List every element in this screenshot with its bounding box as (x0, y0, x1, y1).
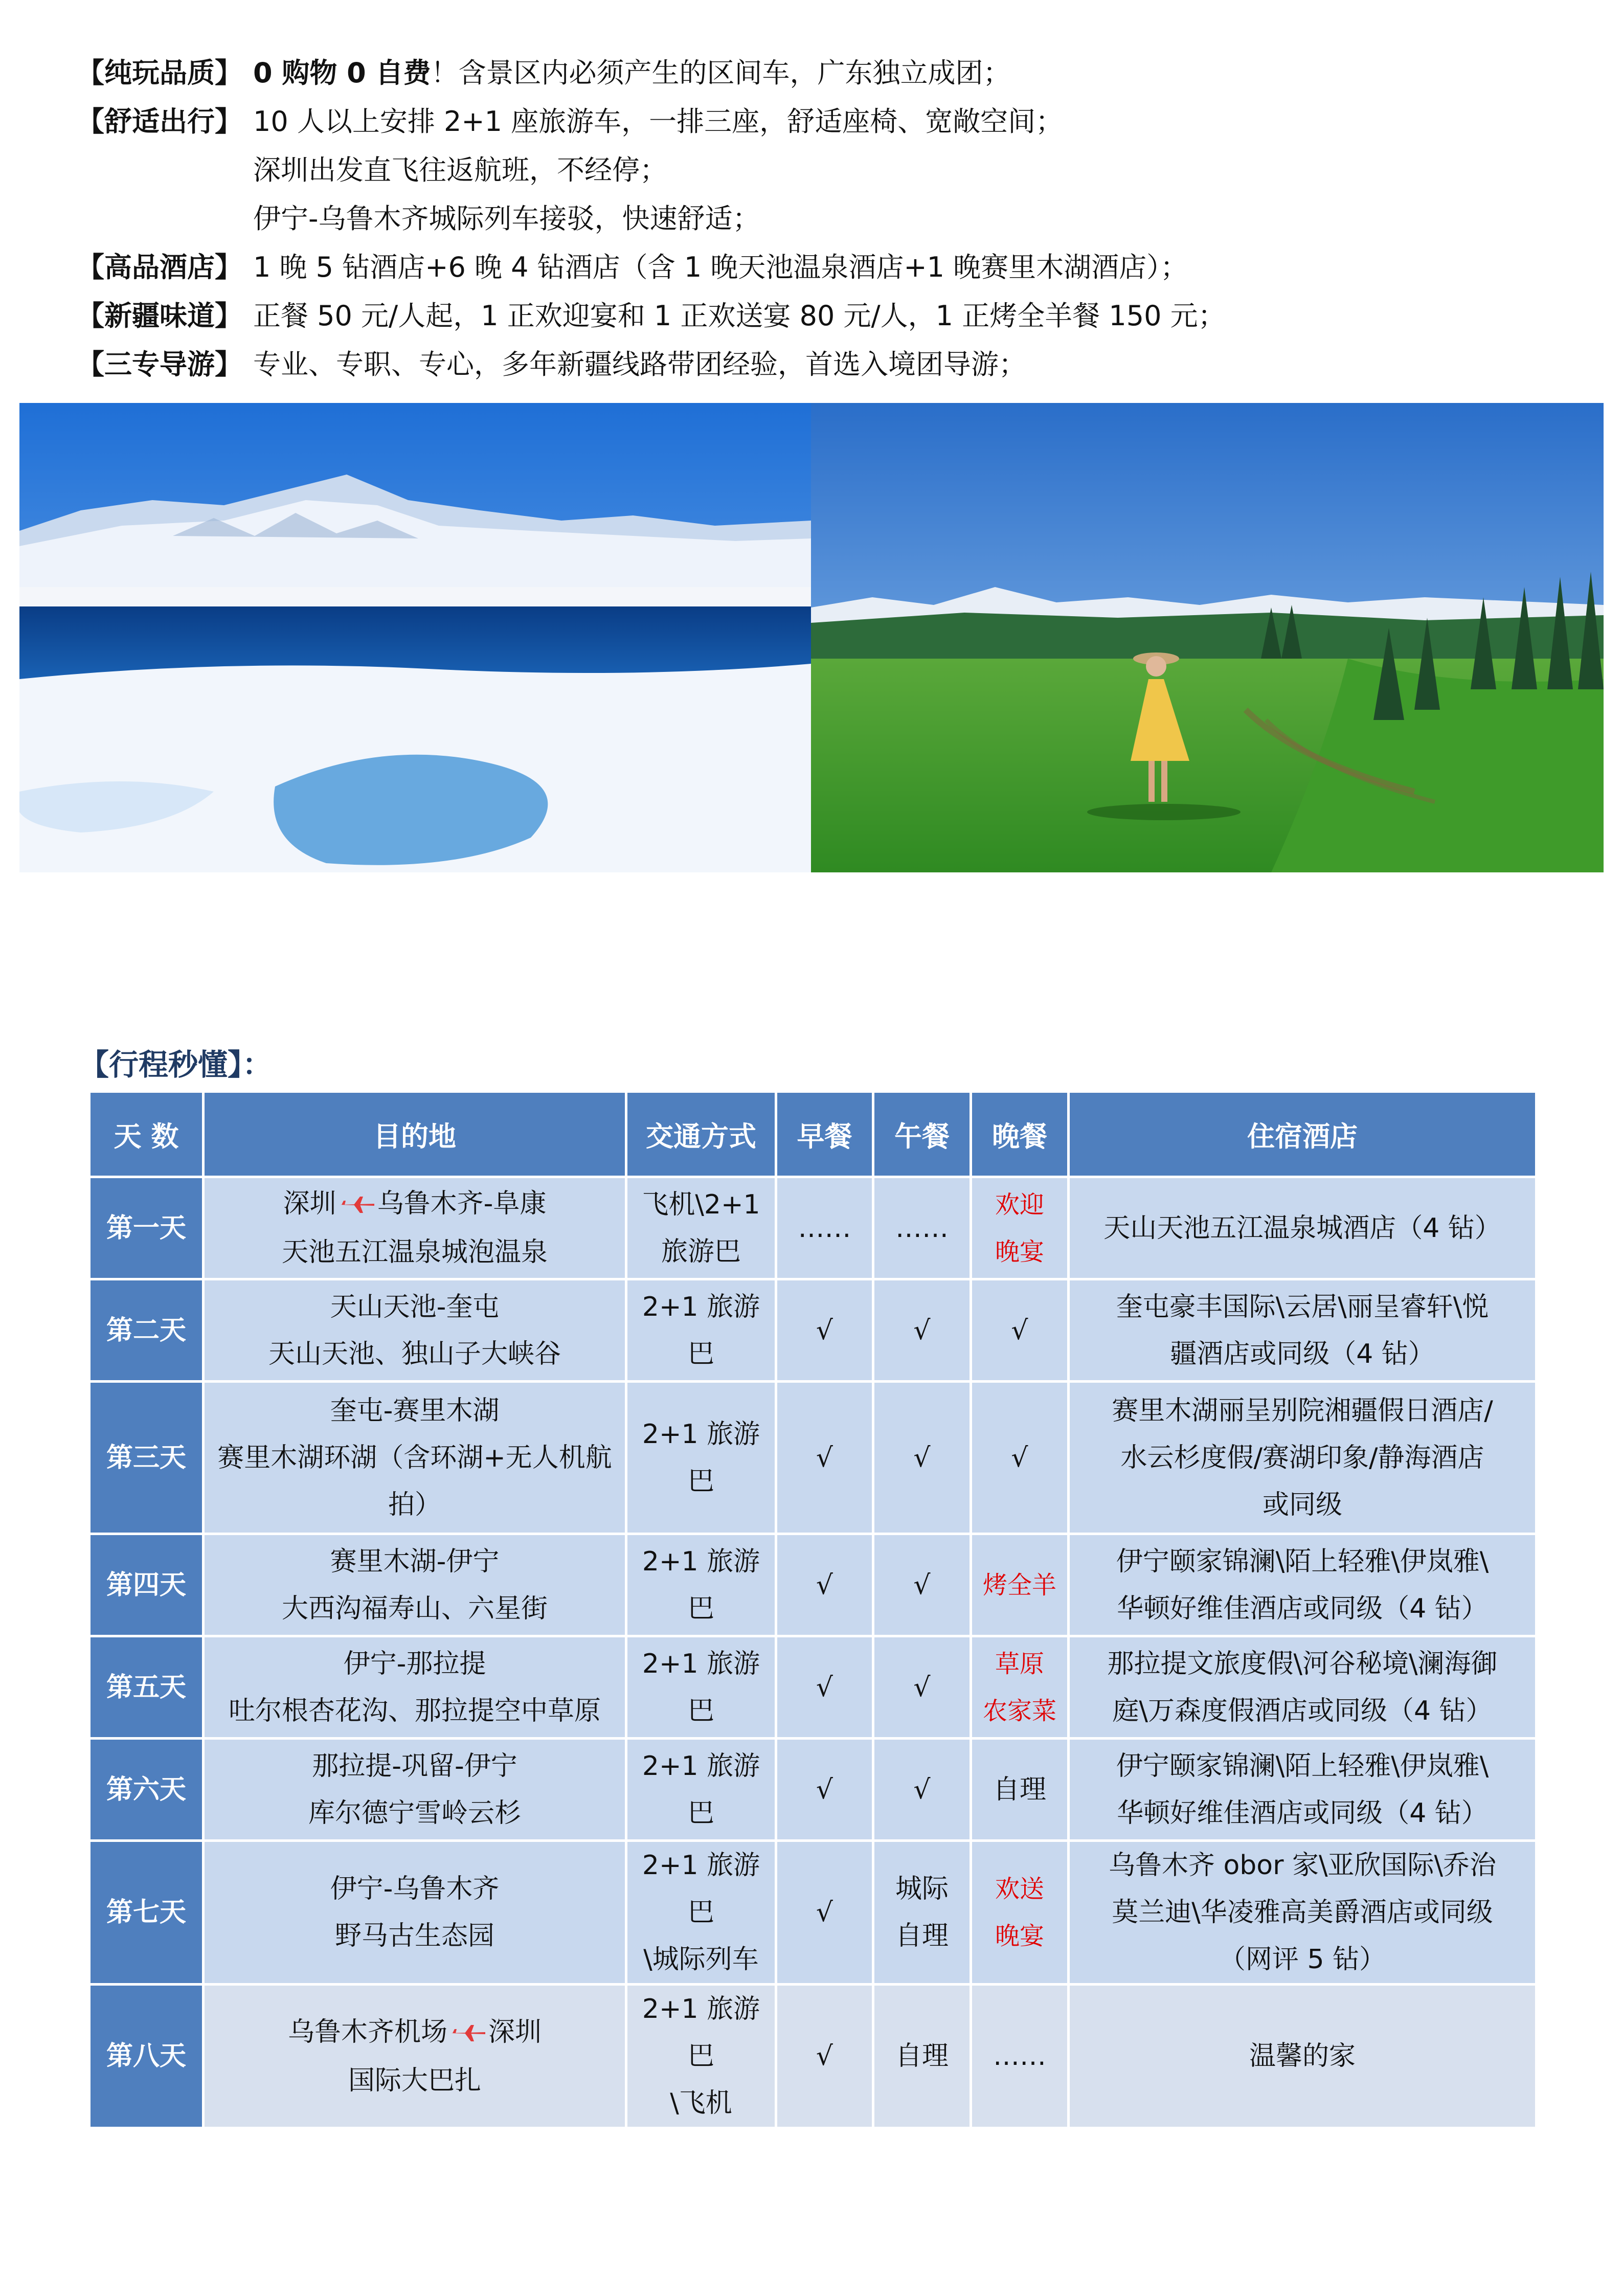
lunch-line: √ (913, 1442, 931, 1473)
hotel-line: 庭\万森度假酒店或同级（4 钻） (1112, 1695, 1493, 1726)
route-line (207, 1865, 623, 1912)
feature-text (253, 49, 1011, 97)
feature-item-continued (77, 194, 1560, 243)
sights-line: 库尔德宁雪岭云杉 (308, 1797, 521, 1829)
lunch-cell (874, 1637, 970, 1737)
route-to: 乌鲁木齐-阜康 (377, 1188, 547, 1219)
transport-cell (627, 1637, 775, 1737)
feature-text: 正餐 50 元/人起，1 正欢迎宴和 1 正欢送宴 80 元/人，1 正烤全羊餐 150 元； (253, 300, 1226, 332)
transport-line: \飞机 (670, 2088, 732, 2119)
dinner-cell (972, 1383, 1067, 1533)
sights-line: 吐尔根杏花沟、那拉提空中草原 (228, 1695, 601, 1726)
transport-cell (627, 1986, 775, 2127)
table-row (91, 1280, 1535, 1380)
dinner-line: 欢迎 (995, 1190, 1044, 1219)
transport-line: 旅游巴 (661, 1236, 741, 1267)
dinner-cell (972, 1842, 1067, 1983)
dinner-line: √ (1011, 1315, 1028, 1346)
route-from: 深圳 (283, 1188, 336, 1219)
feature-item (77, 97, 1560, 146)
hotel-line: 奎屯豪丰国际\云居\丽呈睿轩\悦 (1116, 1291, 1489, 1322)
lunch-line: 自理 (895, 1921, 949, 1951)
transport-line: 2+1 旅游巴 (642, 1419, 760, 1497)
feature-text-part: ！含景区内必须产生的区间车，广东独立成团； (431, 57, 1011, 89)
hotel-line: 疆酒店或同级（4 钻） (1170, 1338, 1435, 1369)
hotel-cell (1070, 1280, 1535, 1380)
route-from: 伊宁-乌鲁木齐 (330, 1874, 500, 1904)
itinerary-title: 【行程秒懂】： (79, 1047, 273, 1082)
sights-line: 野马古生态园 (334, 1921, 494, 1951)
table-row (91, 1637, 1535, 1737)
lunch-cell (874, 1740, 970, 1839)
transport-cell (627, 1740, 775, 1839)
transport-cell (627, 1178, 775, 1278)
dinner-line: 晚宴 (995, 1922, 1044, 1950)
dinner-cell (972, 1637, 1067, 1737)
table-header-row (91, 1093, 1535, 1176)
transport-line: \城际列车 (643, 1944, 759, 1975)
breakfast-cell: …… (777, 1178, 872, 1278)
dinner-cell (972, 1986, 1067, 2127)
table-row (91, 1383, 1535, 1533)
route-line (207, 1640, 623, 1687)
dinner-line: 烤全羊 (982, 1570, 1056, 1600)
feature-label: 【纯玩品质】 (77, 57, 242, 89)
lake-mountain-photo (19, 403, 811, 872)
lunch-line: 自理 (895, 2041, 949, 2072)
transport-cell (627, 1383, 775, 1533)
route-from: 乌鲁木齐机场 (287, 2016, 447, 2047)
dinner-cell (972, 1280, 1067, 1380)
dinner-line: 欢送 (995, 1875, 1044, 1903)
hotel-line: 华顿好维佳酒店或同级（4 钻） (1117, 1797, 1488, 1829)
lunch-cell (874, 1383, 970, 1533)
destination-cell (205, 1637, 625, 1737)
breakfast-cell: √ (777, 1383, 872, 1533)
itinerary-table (88, 1090, 1538, 2129)
day-cell: 第一天 (91, 1178, 202, 1278)
feature-item (77, 340, 1560, 389)
plane-icon (449, 2010, 486, 2057)
lunch-cell (874, 1178, 970, 1278)
route-line (207, 1284, 623, 1331)
breakfast-cell: √ (777, 1535, 872, 1635)
destination-cell (205, 1986, 625, 2127)
dinner-line: …… (993, 2041, 1046, 2072)
hotel-cell (1070, 1740, 1535, 1839)
route-from: 赛里木湖-伊宁 (330, 1546, 500, 1577)
route-from: 奎屯-赛里木湖 (330, 1395, 500, 1426)
table-row (91, 1986, 1535, 2127)
hotel-cell (1070, 1842, 1535, 1983)
feature-item (77, 243, 1560, 291)
lunch-cell (874, 1280, 970, 1380)
route-to: 深圳 (488, 2016, 542, 2047)
hotel-line: 莫兰迪\华凌雅高美爵酒店或同级 (1112, 1897, 1493, 1928)
grassland-photo (811, 403, 1604, 872)
destination-cell (205, 1535, 625, 1635)
hotel-line: 温馨的家 (1249, 2041, 1356, 2072)
lunch-line: …… (895, 1212, 949, 1244)
transport-line: 2+1 旅游巴 (642, 1546, 760, 1624)
feature-text: 深圳出发直飞往返航班，不经停； (253, 154, 667, 186)
lunch-line: 城际 (895, 1874, 949, 1904)
header-destination: 目的地 (205, 1093, 625, 1176)
day-cell: 第二天 (91, 1280, 202, 1380)
breakfast-cell: √ (777, 1740, 872, 1839)
transport-line: 2+1 旅游巴 (642, 1750, 760, 1829)
destination-cell (205, 1842, 625, 1983)
day-cell: 第八天 (91, 1986, 202, 2127)
feature-label: 【高品酒店】 (77, 251, 242, 283)
hotel-line: 水云杉度假/赛湖印象/静海酒店 (1120, 1442, 1484, 1473)
hotel-cell (1070, 1637, 1535, 1737)
transport-line: 飞机\2+1 (642, 1189, 760, 1220)
dinner-cell (972, 1178, 1067, 1278)
hotel-line: 伊宁颐家锦澜\陌上轻雅\伊岚雅\ (1116, 1546, 1489, 1577)
header-lunch: 午餐 (874, 1093, 970, 1176)
lunch-line: √ (913, 1672, 931, 1703)
feature-item-continued (77, 146, 1560, 194)
lunch-cell (874, 1535, 970, 1635)
dinner-line: 草原 (995, 1649, 1044, 1678)
route-line (207, 1538, 623, 1585)
itinerary-body (91, 1178, 1535, 2127)
transport-line: 2+1 旅游巴 (642, 1994, 760, 2072)
feature-item (77, 49, 1560, 97)
route-line (207, 1180, 623, 1229)
hotel-line: 华顿好维佳酒店或同级（4 钻） (1117, 1593, 1488, 1624)
hotel-line: 天山天池五江温泉城酒店（4 钻） (1103, 1212, 1501, 1244)
day-cell: 第七天 (91, 1842, 202, 1983)
transport-cell (627, 1280, 775, 1380)
hotel-cell (1070, 1535, 1535, 1635)
header-transport: 交通方式 (627, 1093, 775, 1176)
dinner-cell (972, 1740, 1067, 1839)
breakfast-cell: √ (777, 1842, 872, 1983)
feature-text: 10 人以上安排 2+1 座旅游车，一排三座，舒适座椅、宽敞空间； (253, 105, 1064, 138)
transport-line: 2+1 旅游巴 (642, 1291, 760, 1369)
route-from: 天山天池-奎屯 (330, 1291, 500, 1322)
transport-line: 2+1 旅游巴 (642, 1648, 760, 1726)
day-cell: 第五天 (91, 1637, 202, 1737)
destination-cell (205, 1178, 625, 1278)
route-line (207, 2009, 623, 2057)
route-from: 那拉提-巩留-伊宁 (312, 1750, 517, 1782)
breakfast-cell: √ (777, 1637, 872, 1737)
feature-label: 【舒适出行】 (77, 105, 242, 138)
lunch-line: √ (913, 1774, 931, 1805)
dinner-cell (972, 1535, 1067, 1635)
lunch-cell (874, 1842, 970, 1983)
feature-text: 专业、专职、专心，多年新疆线路带团经验，首选入境团导游； (253, 348, 1026, 380)
feature-text: 伊宁-乌鲁木齐城际列车接驳，快速舒适； (253, 202, 760, 235)
plane-icon (339, 1182, 375, 1229)
table-row (91, 1842, 1535, 1983)
lunch-line: √ (913, 1315, 931, 1346)
dinner-line: 自理 (993, 1774, 1046, 1805)
transport-cell (627, 1535, 775, 1635)
hotel-line: 伊宁颐家锦澜\陌上轻雅\伊岚雅\ (1116, 1750, 1489, 1782)
feature-item (77, 291, 1560, 340)
destination-cell (205, 1383, 625, 1533)
hotel-cell (1070, 1383, 1535, 1533)
day-cell: 第六天 (91, 1740, 202, 1839)
day-cell: 第三天 (91, 1383, 202, 1533)
breakfast-cell: √ (777, 1280, 872, 1380)
header-hotel: 住宿酒店 (1070, 1093, 1535, 1176)
feature-bold-text: 0 购物 0 自费 (253, 57, 431, 89)
table-row (91, 1178, 1535, 1278)
dinner-line: 晚宴 (995, 1237, 1044, 1266)
hotel-line: 赛里木湖丽呈别院湘疆假日酒店/ (1112, 1395, 1493, 1426)
destination-cell (205, 1740, 625, 1839)
lunch-cell (874, 1986, 970, 2127)
table-row (91, 1740, 1535, 1839)
dinner-line: √ (1011, 1442, 1028, 1473)
transport-cell (627, 1842, 775, 1983)
feature-label: 【三专导游】 (77, 348, 242, 380)
hotel-cell (1070, 1178, 1535, 1278)
hotel-line: 乌鲁木齐 obor 家\亚欣国际\乔治 (1108, 1850, 1497, 1881)
sights-line: 赛里木湖环湖（含环湖+无人机航拍） (217, 1442, 612, 1520)
table-row (91, 1535, 1535, 1635)
hotel-line: 那拉提文旅度假\河谷秘境\澜海御 (1107, 1648, 1498, 1679)
breakfast-cell: √ (777, 1986, 872, 2127)
sights-line: 国际大巴扎 (348, 2065, 481, 2096)
destination-cell (205, 1280, 625, 1380)
sights-line: 天山天池、独山子大峡谷 (268, 1338, 561, 1369)
route-from: 伊宁-那拉提 (343, 1648, 486, 1679)
header-breakfast: 早餐 (777, 1093, 872, 1176)
route-line (207, 1387, 623, 1434)
feature-list (77, 49, 1560, 389)
hotel-line: （网评 5 钻） (1219, 1944, 1386, 1975)
sights-line: 大西沟福寿山、六星街 (281, 1593, 548, 1624)
header-dinner: 晚餐 (972, 1093, 1067, 1176)
transport-line: 2+1 旅游巴 (642, 1850, 760, 1928)
dinner-line: 农家菜 (982, 1696, 1056, 1725)
day-cell: 第四天 (91, 1535, 202, 1635)
route-line (207, 1743, 623, 1790)
feature-label: 【新疆味道】 (77, 300, 242, 332)
lunch-line: √ (913, 1569, 931, 1601)
hotel-cell (1070, 1986, 1535, 2127)
hotel-line: 或同级 (1262, 1489, 1342, 1520)
sights-line: 天池五江温泉城泡温泉 (281, 1237, 548, 1268)
feature-text: 1 晚 5 钻酒店+6 晚 4 钻酒店（含 1 晚天池温泉酒店+1 晚赛里木湖酒店）； (253, 251, 1188, 283)
header-day: 天 数 (91, 1093, 202, 1176)
